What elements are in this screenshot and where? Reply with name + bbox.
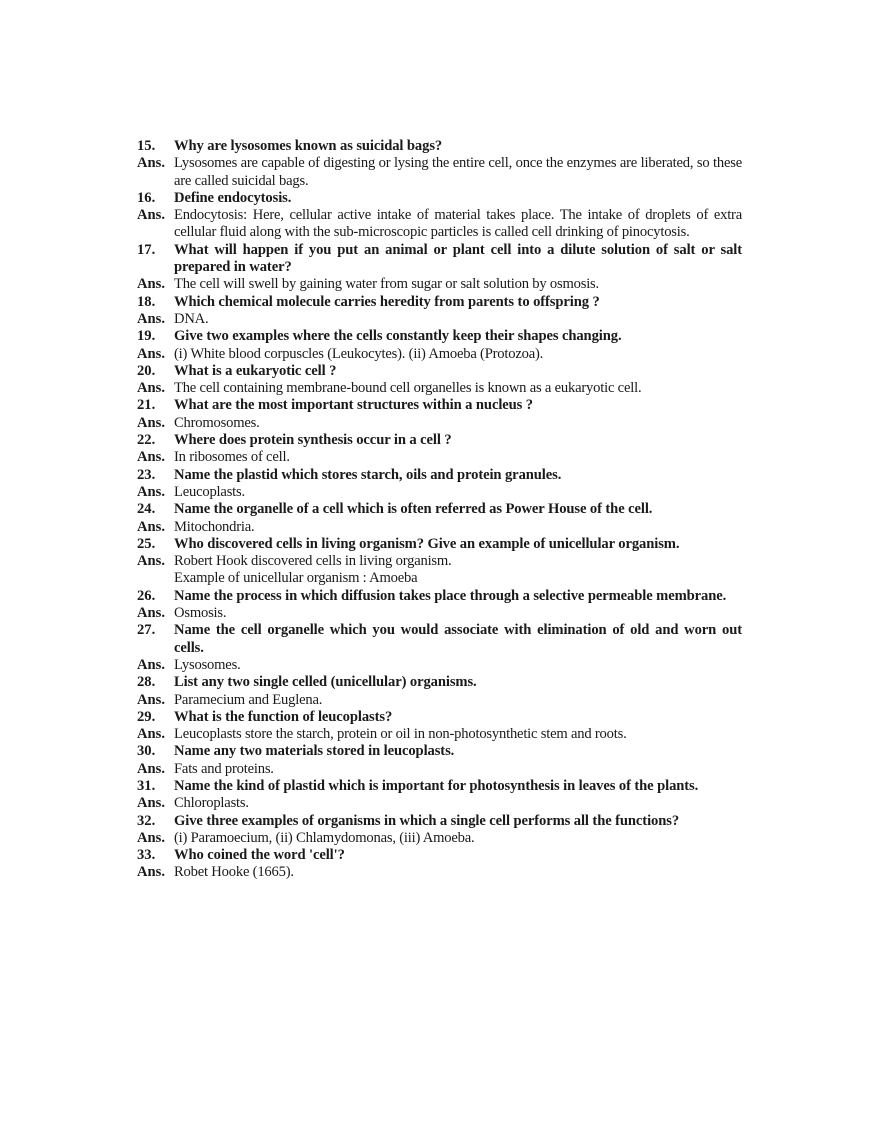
question-number: 17. <box>137 241 156 258</box>
answer-label: Ans. <box>137 829 165 846</box>
question-text: Define endocytosis. <box>174 189 292 206</box>
question-row <box>137 501 742 518</box>
question-text: Name the process in which diffusion takes place through a selective permeable membrane. <box>174 587 727 604</box>
question-number: 31. <box>137 777 156 794</box>
answer-text: Robert Hook discovered cells in living organism. <box>174 553 452 570</box>
question-number: 21. <box>137 397 156 414</box>
answer-row <box>137 605 742 622</box>
answer-label: Ans. <box>137 380 165 397</box>
answer-text: Osmosis. <box>174 605 227 622</box>
answer-text: In ribosomes of cell. <box>174 449 290 466</box>
answer-label: Ans. <box>137 656 165 673</box>
answer-row <box>137 484 742 501</box>
answer-text: DNA. <box>174 310 209 327</box>
answer-text: (i) Paramoecium, (ii) Chlamydomonas, (iii) Amoeba. <box>174 829 475 846</box>
answer-label: Ans. <box>137 449 165 466</box>
question-number: 15. <box>137 138 156 154</box>
question-number: 16. <box>137 189 156 206</box>
answer-label: Ans. <box>137 414 165 431</box>
question-text: Name the cell organelle which you would associate with elimination of old and worn out cells. <box>174 622 742 656</box>
answer-text: Lysosomes. <box>174 656 241 673</box>
answer-label: Ans. <box>137 553 165 570</box>
question-text: What are the most important structures within a nucleus ? <box>174 397 534 414</box>
answer-text: Chromosomes. <box>174 414 260 431</box>
answer-label: Ans. <box>137 483 165 500</box>
answer-row <box>137 830 742 847</box>
answer-row <box>137 449 742 466</box>
question-row <box>137 813 742 830</box>
question-row <box>137 467 742 484</box>
answer-row <box>137 795 742 812</box>
answer-label: Ans. <box>137 345 165 362</box>
question-row <box>137 778 742 795</box>
answer-row <box>137 657 742 674</box>
answer-row <box>137 519 742 536</box>
answer-row <box>137 570 742 587</box>
answer-text: The cell containing membrane-bound cell organelles is known as a eukaryotic cell. <box>174 380 642 397</box>
answer-label: Ans. <box>137 691 165 708</box>
question-number: 26. <box>137 587 156 604</box>
answer-row <box>137 311 742 328</box>
question-row <box>137 432 742 449</box>
question-text: What will happen if you put an animal or plant cell into a dilute solution of salt or salt prepared in water? <box>174 241 742 276</box>
question-row <box>137 363 742 380</box>
question-row <box>137 397 742 414</box>
answer-text: Paramecium and Euglena. <box>174 691 323 708</box>
question-number: 20. <box>137 362 156 379</box>
question-text: List any two single celled (unicellular) organisms. <box>174 674 477 691</box>
question-text: Where does protein synthesis occur in a cell ? <box>174 432 452 449</box>
answer-label: Ans. <box>137 276 165 293</box>
answer-text: Robet Hooke (1665). <box>174 864 294 881</box>
question-number: 30. <box>137 743 156 760</box>
qa-page <box>137 138 742 882</box>
question-text: Give two examples where the cells constantly keep their shapes changing. <box>174 328 622 345</box>
question-row <box>137 709 742 726</box>
question-number: 28. <box>137 674 156 691</box>
answer-label <box>137 570 174 587</box>
question-text: Name the kind of plastid which is important for photosynthesis in leaves of the plants. <box>174 777 699 794</box>
answer-row <box>137 415 742 432</box>
question-number: 29. <box>137 708 156 725</box>
question-text: Why are lysosomes known as suicidal bags? <box>174 138 443 154</box>
answer-row <box>137 761 742 778</box>
question-row <box>137 328 742 345</box>
question-text: Name the plastid which stores starch, oils and protein granules. <box>174 466 562 483</box>
answer-text: Example of unicellular organism : Amoeba <box>174 570 418 587</box>
question-text: Who coined the word 'cell'? <box>174 847 345 864</box>
answer-label: Ans. <box>137 605 165 622</box>
answer-row <box>137 276 742 293</box>
question-text: Give three examples of organisms in which a single cell performs all the functions? <box>174 812 680 829</box>
question-number: 24. <box>137 501 156 518</box>
answer-label: Ans. <box>137 726 165 743</box>
answer-text: Leucoplasts store the starch, protein or oil in non-photosynthetic stem and roots. <box>174 726 627 743</box>
question-number: 19. <box>137 328 156 345</box>
question-text: Which chemical molecule carries heredity from parents to offspring ? <box>174 293 600 310</box>
answer-row <box>137 207 742 242</box>
question-row <box>137 743 742 760</box>
question-row <box>137 190 742 207</box>
answer-label: Ans. <box>137 310 165 327</box>
answer-text: (i) White blood corpuscles (Leukocytes). (ii) Amoeba (Protozoa). <box>174 345 544 362</box>
answer-row <box>137 692 742 709</box>
question-number: 32. <box>137 812 156 829</box>
answer-text: The cell will swell by gaining water from sugar or salt solution by osmosis. <box>174 276 599 293</box>
question-row <box>137 138 742 155</box>
question-row <box>137 536 742 553</box>
answer-label: Ans. <box>137 760 165 777</box>
answer-row <box>137 864 742 881</box>
answer-label: Ans. <box>137 518 165 535</box>
answer-row <box>137 155 742 190</box>
answer-text: Leucoplasts. <box>174 483 245 500</box>
answer-row <box>137 726 742 743</box>
question-number: 22. <box>137 432 156 449</box>
answer-text: Endocytosis: Here, cellular active intake of material takes place. The intake of droplets of extra cellular fluid along with the sub-microscopic particles is called cell drinking of pinocytosis. <box>174 207 742 241</box>
question-row <box>137 294 742 311</box>
answer-label: Ans. <box>137 155 165 172</box>
question-row <box>137 674 742 691</box>
question-text: Who discovered cells in living organism? Give an example of unicellular organism. <box>174 535 680 552</box>
question-row <box>137 622 742 657</box>
question-number: 25. <box>137 535 156 552</box>
answer-row <box>137 346 742 363</box>
question-text: What is a eukaryotic cell ? <box>174 362 337 379</box>
question-number: 27. <box>137 622 156 639</box>
answer-row <box>137 380 742 397</box>
question-row <box>137 847 742 864</box>
question-text: What is the function of leucoplasts? <box>174 708 393 725</box>
answer-row <box>137 553 742 570</box>
question-row <box>137 242 742 277</box>
answer-label: Ans. <box>137 864 165 881</box>
question-number: 18. <box>137 293 156 310</box>
question-number: 33. <box>137 847 156 864</box>
answer-text: Lysosomes are capable of digesting or lysing the entire cell, once the enzymes are liberated, so these are called suicidal bags. <box>174 155 742 189</box>
answer-label: Ans. <box>137 795 165 812</box>
answer-text: Mitochondria. <box>174 518 255 535</box>
question-text: Name the organelle of a cell which is often referred as Power House of the cell. <box>174 501 653 518</box>
question-number: 23. <box>137 466 156 483</box>
answer-text: Fats and proteins. <box>174 760 274 777</box>
question-text: Name any two materials stored in leucoplasts. <box>174 743 455 760</box>
question-row <box>137 588 742 605</box>
answer-label: Ans. <box>137 207 165 224</box>
answer-text: Chloroplasts. <box>174 795 249 812</box>
